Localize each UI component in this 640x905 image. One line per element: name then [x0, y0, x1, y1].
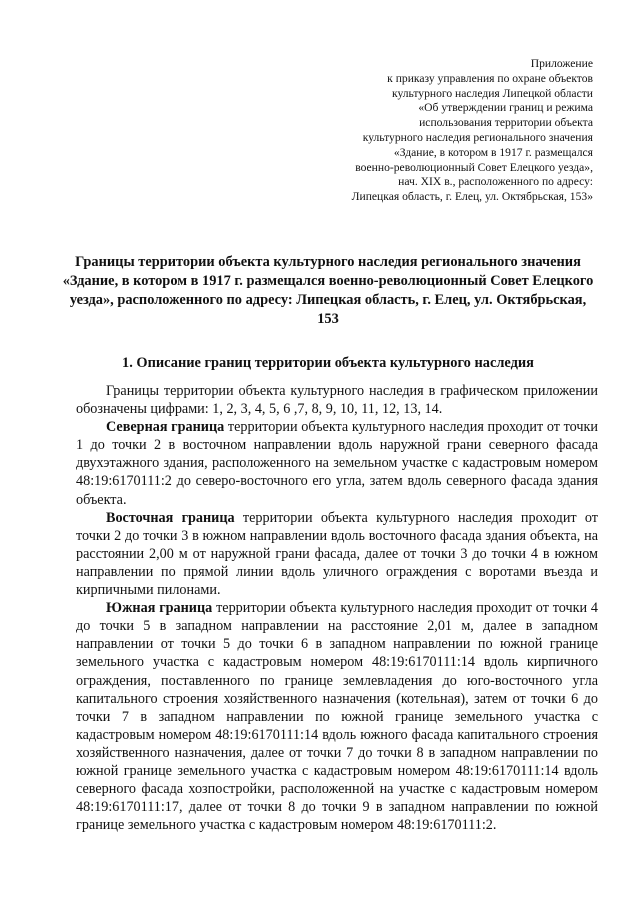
north-border-paragraph	[76, 418, 598, 508]
appendix-line: «Об утверждении границ и режима	[418, 101, 593, 115]
document-body	[76, 382, 598, 834]
south-border-paragraph	[76, 599, 598, 834]
section-heading: 1. Описание границ территории объекта культурного наследия	[122, 355, 534, 371]
intro-paragraph: Границы территории объекта культурного наследия в графическом приложении обозначены цифрами: 1, 2, 3, 4, 5, 6 ,7, 8, 9, 10, 11, 12, 13, 14.	[76, 383, 598, 418]
east-border-paragraph	[76, 509, 598, 599]
east-border-lead: Восточная граница	[106, 509, 235, 526]
south-border-lead: Южная граница	[106, 600, 213, 617]
south-border-text: территории объекта культурного наследия проходит от точки 4 до точки 5 в западном направлении на расстояние 2,01 м, далее в западном направлении от точки 5 до точки 6 в западном направлении по южной границе земельного участка с кадастровым номером 48:19:6170111:14 вдоль кирпичного ограждения, поставленного по границе землевладения до юго-восточного угла капитального строения хозяйственного назначения (котельная), затем от точки 6 до точки 7 в западном направлении по южной границе земельного участка с кадастровым номером 48:19:6170111:14 вдоль южного фасада капитального строения хозяйственного назначения, далее от точки 7 до точки 8 в западном направлении по южной границе земельного участка с кадастровым номером 48:19:6170111:14 вдоль северного фасада хозпостройки, расположенной на участке с кадастровым номером 48:19:6170111:17, далее от точки 8 до точки 9 в западном направлении по южной границе земельного участка с кадастровым номером 48:19:6170111:2.	[76, 600, 598, 834]
north-border-text: территории объекта культурного наследия проходит от точки 1 до точки 2 в восточном направлении вдоль наружной грани северного фасада двухэтажного здания, расположенного на земельном участке с кадастровым номером 48:19:6170111:2 до северо-восточного его угла, затем вдоль северного фасада здания объекта.	[76, 419, 598, 508]
document-title: Границы территории объекта культурного наследия регионального значения «Здание, в котором в 1917 г. размещался военно-революционный Совет Елецкого уезда», расположенного по адресу: Липецкая область, г. Елец, ул. Октябрьская, 153	[62, 254, 594, 327]
appendix-line: «Здание, в котором в 1917 г. размещался	[393, 145, 593, 159]
appendix-line: культурного наследия Липецкой области	[392, 86, 593, 100]
east-border-text: территории объекта культурного наследия проходит от точки 2 до точки 3 в южном направлении вдоль восточного фасада здания объекта, на расстоянии 2,00 м от наружной грани фасада, далее от точки 3 до точки 4 в южном направлении по прямой линии вдоль уличного ограждения с воротами въезда и кирпичными пилонами.	[76, 509, 598, 599]
appendix-line: использования территории объекта	[419, 116, 593, 130]
appendix-line: культурного наследия регионального значения	[362, 130, 593, 144]
appendix-line: Приложение	[530, 57, 593, 70]
appendix-line: нач. XIX в., расположенного по адресу:	[398, 175, 593, 189]
appendix-line: военно-революционный Совет Елецкого уезда»,	[355, 160, 593, 174]
appendix-line: к приказу управления по охране объектов	[387, 71, 593, 85]
appendix-line: Липецкая область, г. Елец, ул. Октябрьская, 153»	[351, 190, 593, 204]
appendix-header	[263, 57, 593, 205]
north-border-lead: Северная граница	[106, 419, 225, 436]
